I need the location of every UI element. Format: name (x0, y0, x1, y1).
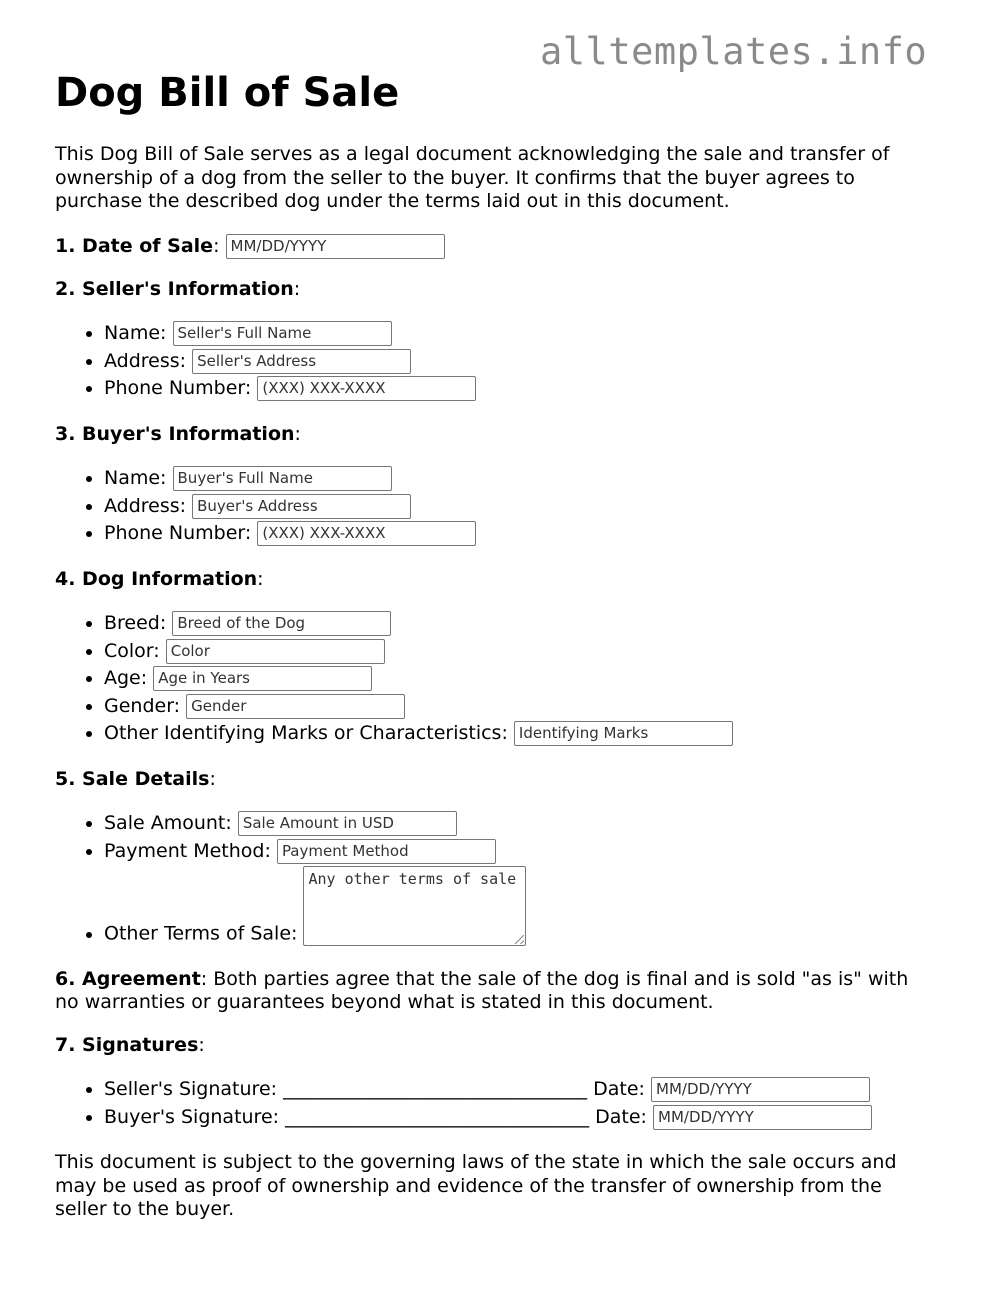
sale-heading-row: 5. Sale Details: (55, 767, 216, 790)
seller-signature-line[interactable]: ________________________________ (283, 1078, 588, 1100)
dog-gender-label: Gender: (104, 694, 181, 717)
seller-address-item (104, 349, 935, 374)
watermark: alltemplates.info (540, 30, 928, 73)
buyer-signature-label: Buyer's Signature: (104, 1105, 280, 1128)
seller-name-label: Name: (104, 322, 167, 344)
buyer-phone-item (104, 521, 935, 546)
signatures-heading: 7. Signatures (55, 1033, 199, 1056)
agreement-paragraph: 6. Agreement: Both parties agree that the sale of the dog is final and is sold "as is" with no warranties or guarantees beyond what is stated in this document. (55, 967, 909, 1013)
seller-phone-item (104, 376, 935, 401)
intro-paragraph: This Dog Bill of Sale serves as a legal document acknowledging the sale and transfer of ownership of a dog from the seller to the buyer. It confirms that the buyer agrees to purchase the described dog under the terms laid out in this document. (55, 143, 890, 212)
dog-marks-item (104, 721, 935, 746)
resize-handle-icon[interactable] (515, 935, 524, 944)
signatures-heading-row: 7. Signatures: (55, 1033, 205, 1056)
seller-phone-input[interactable]: (XXX) XXX-XXXX (257, 376, 476, 401)
seller-heading: 2. Seller's Information (55, 277, 294, 300)
buyer-name-item (104, 466, 935, 491)
seller-date-input[interactable]: MM/DD/YYYY (651, 1077, 870, 1102)
seller-signature-item (104, 1077, 935, 1102)
other-terms-placeholder: Any other terms of sale (308, 870, 517, 888)
agreement-text: Both parties agree that the sale of the dog is final and is sold "as is" with no warranties or guarantees beyond what is stated in this document. (55, 967, 909, 1013)
dog-color-input[interactable]: Color (166, 639, 385, 664)
document-body (55, 143, 935, 1222)
dog-list (55, 611, 935, 746)
dog-color-item (104, 639, 935, 664)
other-terms-label: Other Terms of Sale: (104, 922, 298, 945)
buyer-name-label: Name: (104, 467, 167, 489)
dog-age-label: Age: (104, 667, 148, 689)
agreement-heading: 6. Agreement (55, 967, 201, 990)
dog-breed-label: Breed: (104, 612, 167, 634)
buyer-phone-label: Phone Number: (104, 522, 252, 544)
buyer-list (55, 466, 935, 546)
dog-age-item (104, 666, 935, 691)
date-of-sale-heading: 1. Date of Sale (55, 234, 214, 257)
buyer-date-input[interactable]: MM/DD/YYYY (653, 1105, 872, 1130)
buyer-phone-input[interactable]: (XXX) XXX-XXXX (257, 521, 476, 546)
seller-address-label: Address: (104, 349, 187, 372)
date-of-sale-row: 1. Date of Sale: MM/DD/YYYY (55, 234, 935, 259)
seller-phone-label: Phone Number: (104, 377, 252, 399)
buyer-name-input[interactable]: Buyer's Full Name (173, 466, 392, 491)
date-of-sale-input[interactable]: MM/DD/YYYY (226, 234, 445, 259)
dog-breed-item (104, 611, 935, 636)
dog-color-label: Color: (104, 639, 160, 662)
other-terms-item (104, 866, 935, 946)
sale-heading: 5. Sale Details (55, 767, 210, 790)
seller-date-label: Date: (593, 1078, 645, 1100)
seller-heading-row: 2. Seller's Information: (55, 277, 301, 300)
payment-method-label: Payment Method: (104, 839, 271, 862)
buyer-date-label: Date: (595, 1105, 647, 1128)
dog-breed-input[interactable]: Breed of the Dog (172, 611, 391, 636)
payment-method-item (104, 839, 935, 864)
buyer-address-item (104, 494, 935, 519)
dog-marks-input[interactable]: Identifying Marks (514, 721, 733, 746)
buyer-heading-row: 3. Buyer's Information: (55, 422, 301, 445)
page-title: Dog Bill of Sale (55, 70, 400, 116)
dog-gender-input[interactable]: Gender (186, 694, 405, 719)
dog-age-input[interactable]: Age in Years (153, 666, 372, 691)
payment-method-input[interactable]: Payment Method (277, 839, 496, 864)
dog-heading-row: 4. Dog Information: (55, 567, 264, 590)
signatures-list (55, 1077, 935, 1130)
other-terms-textarea[interactable] (303, 866, 526, 946)
buyer-address-label: Address: (104, 494, 187, 517)
seller-list (55, 321, 935, 401)
sale-amount-label: Sale Amount: (104, 812, 232, 834)
seller-address-input[interactable]: Seller's Address (192, 349, 411, 374)
dog-heading: 4. Dog Information (55, 567, 258, 590)
buyer-signature-line[interactable]: ________________________________ (285, 1105, 590, 1128)
dog-marks-label: Other Identifying Marks or Characteristics: (104, 722, 508, 744)
seller-name-item (104, 321, 935, 346)
buyer-heading: 3. Buyer's Information (55, 422, 295, 445)
closing-paragraph: This document is subject to the governing laws of the state in which the sale occurs and may be used as proof of ownership and evidence of the transfer of ownership from the seller to the buyer. (55, 1151, 897, 1220)
buyer-address-input[interactable]: Buyer's Address (192, 494, 411, 519)
sale-amount-item (104, 811, 935, 836)
sale-list (55, 811, 935, 946)
seller-name-input[interactable]: Seller's Full Name (173, 321, 392, 346)
sale-amount-input[interactable]: Sale Amount in USD (238, 811, 457, 836)
buyer-signature-item (104, 1105, 935, 1130)
seller-signature-label: Seller's Signature: (104, 1078, 278, 1100)
dog-gender-item (104, 694, 935, 719)
